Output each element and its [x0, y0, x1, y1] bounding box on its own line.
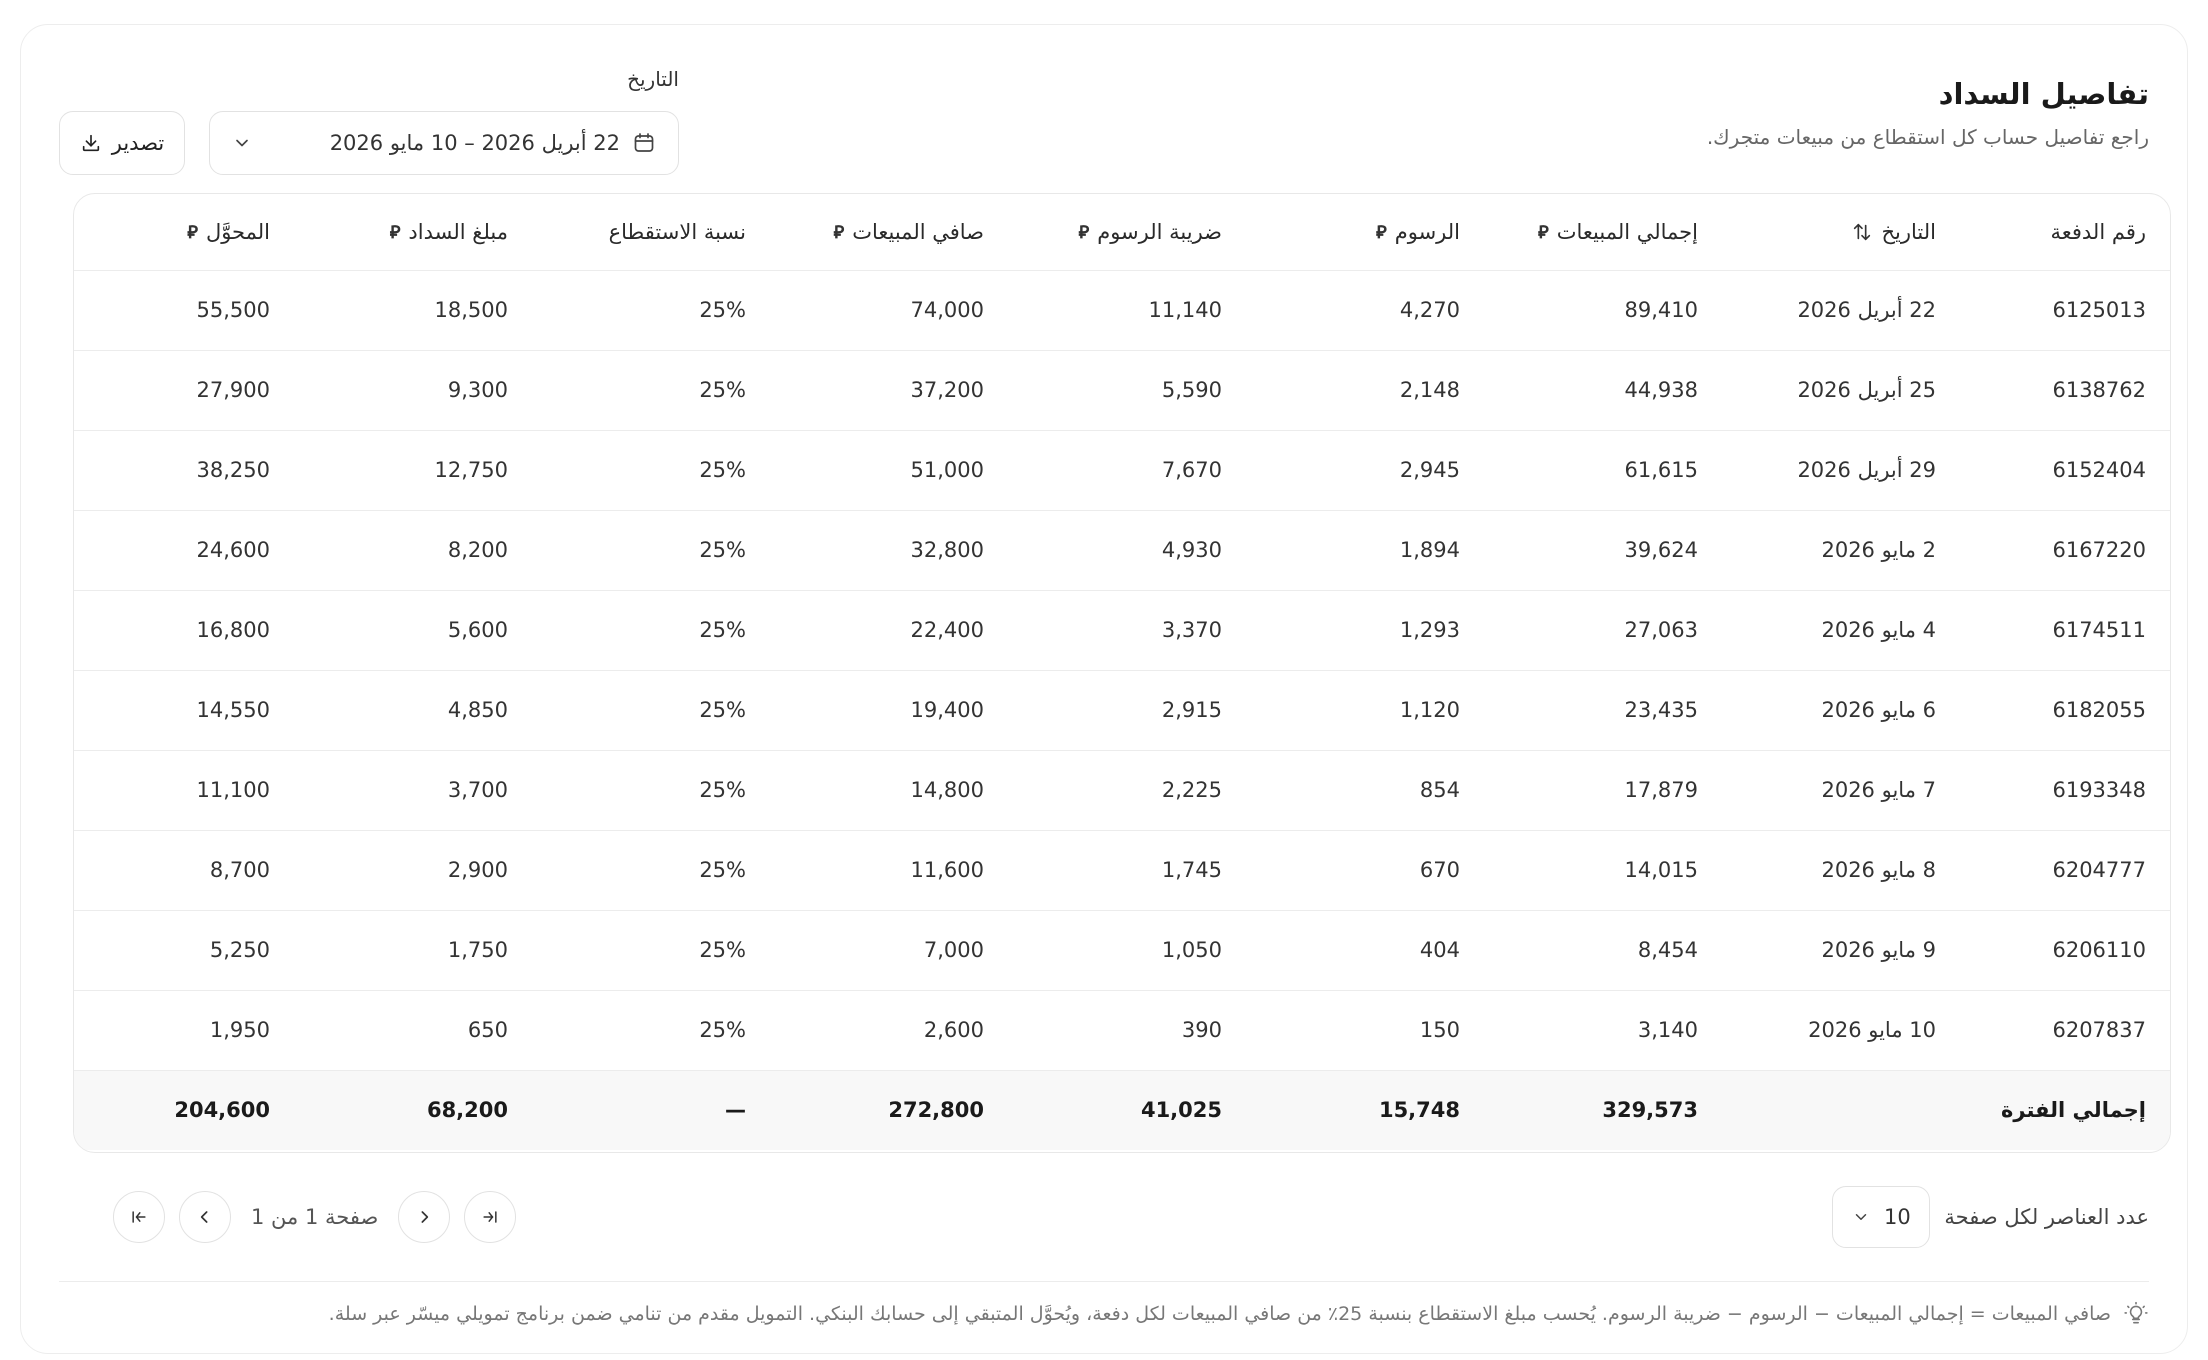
total-gross: 329,573 — [1484, 1070, 1722, 1150]
riyal-icon: ⃁ — [1376, 222, 1387, 244]
riyal-icon: ⃁ — [1538, 222, 1549, 244]
cell-fees: 1,293 — [1246, 590, 1484, 670]
cell-net: 7,000 — [770, 910, 1008, 990]
cell-batch: 6167220 — [1960, 510, 2170, 590]
cell-repay: 2,900 — [294, 830, 532, 910]
table-row — [73, 430, 2170, 510]
cell-date: 22 أبريل 2026 — [1722, 270, 1960, 350]
cell-date: 29 أبريل 2026 — [1722, 430, 1960, 510]
cell-fee-tax: 1,050 — [1008, 910, 1246, 990]
per-page-label: عدد العناصر لكل صفحة — [1944, 1205, 2149, 1229]
cell-date: 25 أبريل 2026 — [1722, 350, 1960, 430]
chevron-left-icon — [195, 1207, 215, 1227]
cell-gross: 8,454 — [1484, 910, 1722, 990]
cell-fee-tax: 5,590 — [1008, 350, 1246, 430]
cell-fees: 2,148 — [1246, 350, 1484, 430]
cell-batch: 6182055 — [1960, 670, 2170, 750]
cell-transferred: 14,550 — [73, 670, 294, 750]
page-navigation — [113, 1191, 516, 1243]
cell-net: 2,600 — [770, 990, 1008, 1070]
cell-transferred: 55,500 — [73, 270, 294, 350]
date-range-value: 22 أبريل 2026 – 10 مايو 2026 — [329, 131, 620, 155]
last-page-button[interactable] — [113, 1191, 165, 1243]
cell-repay: 4,850 — [294, 670, 532, 750]
cell-gross: 39,624 — [1484, 510, 1722, 590]
cell-batch: 6174511 — [1960, 590, 2170, 670]
cell-transferred: 5,250 — [73, 910, 294, 990]
table-header-row — [73, 194, 2170, 270]
cell-batch: 6207837 — [1960, 990, 2170, 1070]
cell-net: 14,800 — [770, 750, 1008, 830]
last-page-icon — [129, 1207, 149, 1227]
cell-rate: 25% — [532, 430, 770, 510]
riyal-icon: ⃁ — [187, 222, 198, 244]
table-row — [73, 270, 2170, 350]
cell-fee-tax: 7,670 — [1008, 430, 1246, 510]
page-header — [21, 25, 2187, 175]
cell-net: 51,000 — [770, 430, 1008, 510]
total-repay: 68,200 — [294, 1070, 532, 1150]
cell-rate: 25% — [532, 350, 770, 430]
cell-repay: 3,700 — [294, 750, 532, 830]
previous-page-button[interactable] — [398, 1191, 450, 1243]
cell-batch: 6204777 — [1960, 830, 2170, 910]
cell-batch: 6125013 — [1960, 270, 2170, 350]
table-total-row — [73, 1070, 2170, 1150]
cell-gross: 14,015 — [1484, 830, 1722, 910]
total-rate: — — [532, 1070, 770, 1150]
cell-gross: 61,615 — [1484, 430, 1722, 510]
cell-repay: 12,750 — [294, 430, 532, 510]
page-title: تفاصيل السداد — [1938, 77, 2149, 111]
col-deduction-rate: نسبة الاستقطاع — [532, 194, 770, 270]
table-row — [73, 750, 2170, 830]
cell-fees: 404 — [1246, 910, 1484, 990]
cell-net: 11,600 — [770, 830, 1008, 910]
table-row — [73, 590, 2170, 670]
col-repayment-amount: مبلغ السداد ⃁ — [294, 194, 532, 270]
cell-rate: 25% — [532, 510, 770, 590]
cell-fees: 1,120 — [1246, 670, 1484, 750]
cell-batch: 6193348 — [1960, 750, 2170, 830]
cell-net: 37,200 — [770, 350, 1008, 430]
repayment-card — [20, 24, 2188, 1354]
first-page-icon — [480, 1207, 500, 1227]
riyal-icon: ⃁ — [389, 222, 401, 244]
col-fees: الرسوم ⃁ — [1246, 194, 1484, 270]
cell-transferred: 8,700 — [73, 830, 294, 910]
date-range-picker[interactable] — [209, 111, 679, 175]
cell-fees: 4,270 — [1246, 270, 1484, 350]
cell-fee-tax: 390 — [1008, 990, 1246, 1070]
footer-divider — [59, 1281, 2149, 1282]
date-filter-label: التاريخ — [627, 67, 679, 91]
cell-fees: 1,894 — [1246, 510, 1484, 590]
cell-gross: 89,410 — [1484, 270, 1722, 350]
export-button[interactable] — [59, 111, 185, 175]
cell-gross: 3,140 — [1484, 990, 1722, 1070]
lightbulb-icon — [2123, 1301, 2149, 1327]
footnote — [329, 1301, 2149, 1327]
table-row — [73, 510, 2170, 590]
chevron-down-icon — [1852, 1208, 1870, 1226]
cell-batch: 6206110 — [1960, 910, 2170, 990]
total-transferred: 204,600 — [73, 1070, 294, 1150]
per-page-value: 10 — [1884, 1205, 1911, 1229]
col-batch-number: رقم الدفعة — [1960, 194, 2170, 270]
total-fees: 15,748 — [1246, 1070, 1484, 1150]
cell-batch: 6138762 — [1960, 350, 2170, 430]
cell-fee-tax: 11,140 — [1008, 270, 1246, 350]
table-row — [73, 990, 2170, 1070]
cell-transferred: 16,800 — [73, 590, 294, 670]
chevron-right-icon — [414, 1207, 434, 1227]
cell-rate: 25% — [532, 270, 770, 350]
table-row — [73, 670, 2170, 750]
cell-date: 7 مايو 2026 — [1722, 750, 1960, 830]
cell-repay: 650 — [294, 990, 532, 1070]
download-icon — [80, 132, 102, 154]
next-page-button[interactable] — [179, 1191, 231, 1243]
title-block — [1707, 77, 2149, 149]
total-label: إجمالي الفترة — [1722, 1070, 2170, 1150]
cell-date: 4 مايو 2026 — [1722, 590, 1960, 670]
cell-rate: 25% — [532, 590, 770, 670]
cell-transferred: 1,950 — [73, 990, 294, 1070]
cell-rate: 25% — [532, 750, 770, 830]
per-page-select[interactable] — [1832, 1186, 1930, 1248]
col-gross-sales: إجمالي المبيعات ⃁ — [1484, 194, 1722, 270]
cell-net: 19,400 — [770, 670, 1008, 750]
col-transferred: المحوَّل ⃁ — [73, 194, 294, 270]
cell-fee-tax: 2,225 — [1008, 750, 1246, 830]
cell-transferred: 24,600 — [73, 510, 294, 590]
cell-fee-tax: 1,745 — [1008, 830, 1246, 910]
cell-gross: 23,435 — [1484, 670, 1722, 750]
per-page-control — [1832, 1185, 2149, 1249]
cell-repay: 8,200 — [294, 510, 532, 590]
cell-rate: 25% — [532, 670, 770, 750]
cell-fees: 2,945 — [1246, 430, 1484, 510]
cell-fee-tax: 2,915 — [1008, 670, 1246, 750]
cell-gross: 17,879 — [1484, 750, 1722, 830]
cell-date: 8 مايو 2026 — [1722, 830, 1960, 910]
calendar-icon — [632, 131, 656, 155]
cell-transferred: 11,100 — [73, 750, 294, 830]
cell-date: 10 مايو 2026 — [1722, 990, 1960, 1070]
cell-fees: 150 — [1246, 990, 1484, 1070]
riyal-icon: ⃁ — [1078, 222, 1090, 244]
cell-fees: 670 — [1246, 830, 1484, 910]
page-indicator: صفحة 1 من 1 — [251, 1205, 379, 1229]
cell-transferred: 38,250 — [73, 430, 294, 510]
cell-gross: 44,938 — [1484, 350, 1722, 430]
table-row — [73, 350, 2170, 430]
riyal-icon: ⃁ — [833, 222, 845, 244]
cell-date: 6 مايو 2026 — [1722, 670, 1960, 750]
cell-batch: 6152404 — [1960, 430, 2170, 510]
page-subtitle: راجع تفاصيل حساب كل استقطاع من مبيعات متجرك. — [1706, 125, 2149, 149]
col-fee-tax: ضريبة الرسوم ⃁ — [1008, 194, 1246, 270]
export-button-label: تصدير — [111, 131, 165, 155]
total-fee-tax: 41,025 — [1008, 1070, 1246, 1150]
first-page-button[interactable] — [464, 1191, 516, 1243]
cell-repay: 18,500 — [294, 270, 532, 350]
cell-date: 9 مايو 2026 — [1722, 910, 1960, 990]
cell-fee-tax: 3,370 — [1008, 590, 1246, 670]
chevron-down-icon — [232, 133, 252, 153]
table-row — [73, 910, 2170, 990]
table-row — [73, 830, 2170, 910]
cell-repay: 9,300 — [294, 350, 532, 430]
cell-net: 32,800 — [770, 510, 1008, 590]
repayment-table — [73, 193, 2171, 1153]
pagination — [21, 1185, 2187, 1249]
cell-fee-tax: 4,930 — [1008, 510, 1246, 590]
cell-transferred: 27,900 — [73, 350, 294, 430]
cell-gross: 27,063 — [1484, 590, 1722, 670]
cell-fees: 854 — [1246, 750, 1484, 830]
col-date[interactable]: التاريخ — [1722, 194, 1960, 270]
footnote-text: صافي المبيعات = إجمالي المبيعات − الرسوم − ضريبة الرسوم. يُحسب مبلغ الاستقطاع بنسبة 25٪ من صافي المبيعات لكل دفعة، ويُحوَّل المتبقي إلى حسابك البنكي. التمويل مقدم من تنامي ضمن برنامج تمويلي ميسّر عبر سلة. — [328, 1303, 2111, 1325]
cell-date: 2 مايو 2026 — [1722, 510, 1960, 590]
cell-rate: 25% — [532, 910, 770, 990]
cell-repay: 1,750 — [294, 910, 532, 990]
sort-icon — [1851, 221, 1873, 243]
cell-rate: 25% — [532, 990, 770, 1070]
cell-repay: 5,600 — [294, 590, 532, 670]
cell-rate: 25% — [532, 830, 770, 910]
col-net-sales: صافي المبيعات ⃁ — [770, 194, 1008, 270]
total-net: 272,800 — [770, 1070, 1008, 1150]
filters — [59, 67, 679, 177]
cell-net: 22,400 — [770, 590, 1008, 670]
cell-net: 74,000 — [770, 270, 1008, 350]
